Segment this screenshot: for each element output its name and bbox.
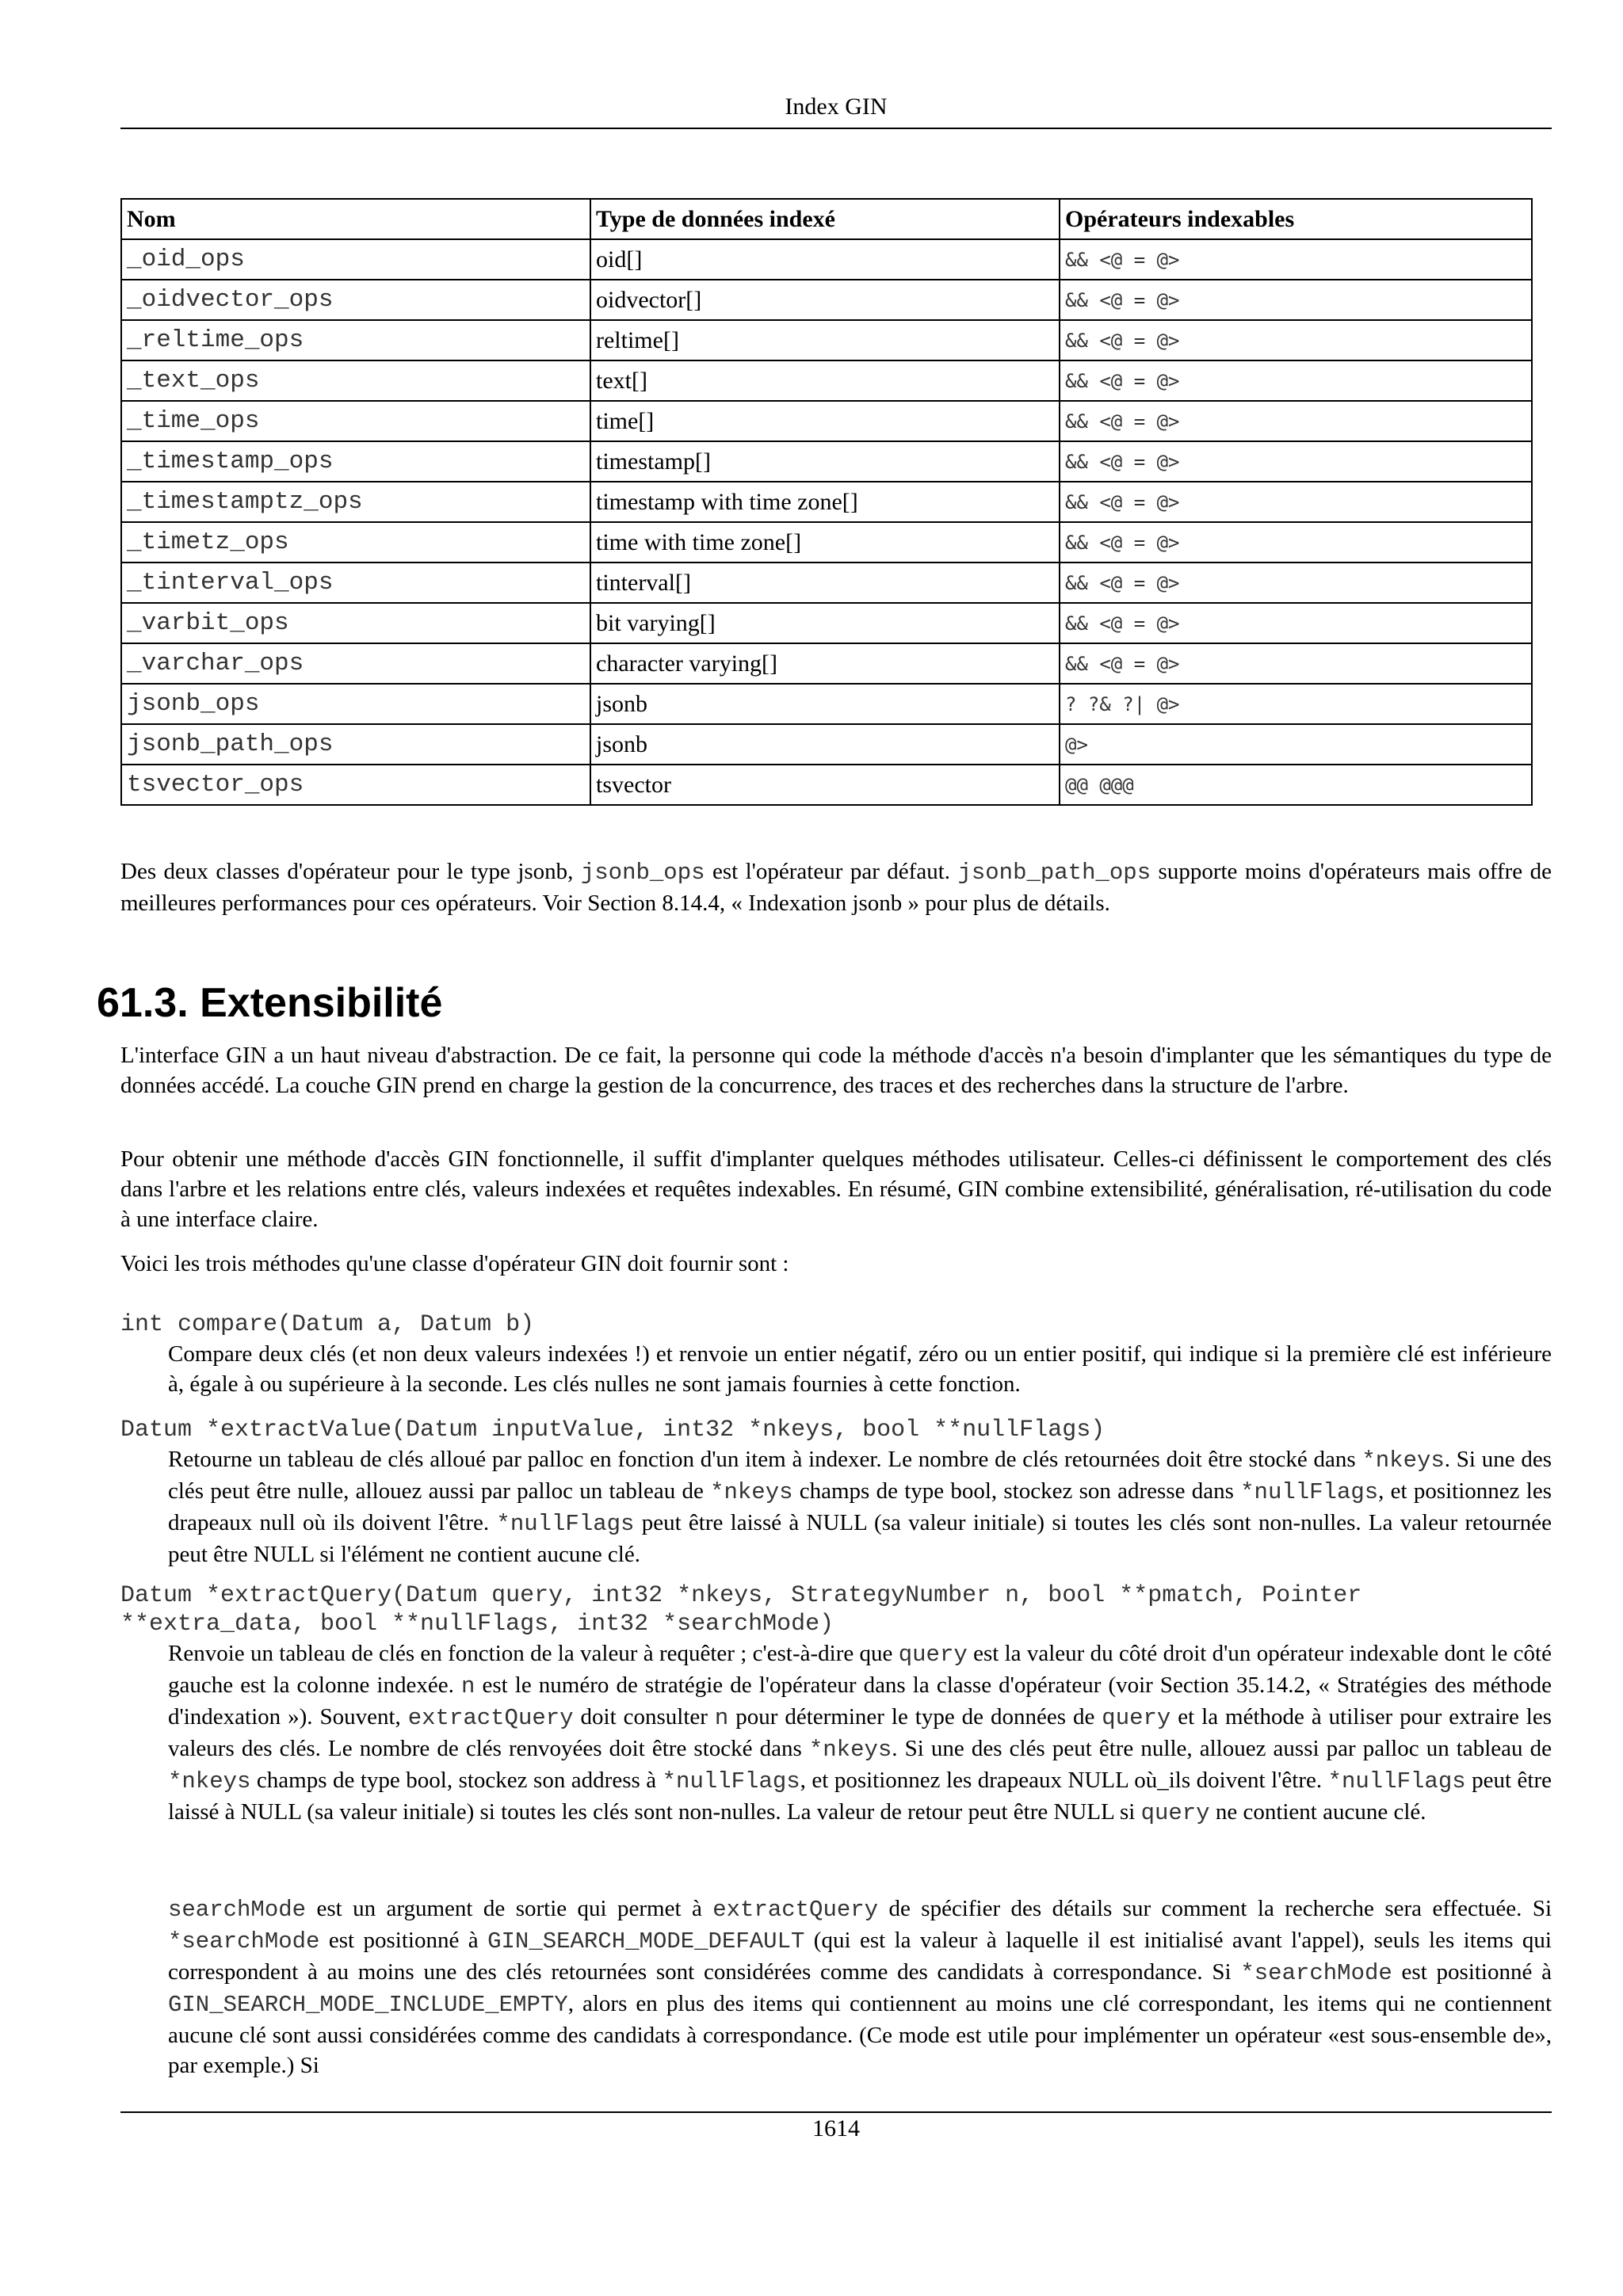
code-query: query — [1140, 1800, 1210, 1826]
opclass-name: _oid_ops — [121, 239, 590, 280]
operator-class-table — [120, 198, 1533, 806]
code-n: n — [460, 1673, 475, 1699]
opclass-name: _varbit_ops — [121, 603, 590, 643]
indexable-operators: && <@ = @> — [1060, 603, 1532, 643]
table-row — [121, 482, 1532, 522]
jsonb-opclass-paragraph — [120, 856, 1552, 918]
table-header-row — [121, 199, 1532, 239]
indexed-type: oidvector[] — [590, 280, 1060, 320]
text: (qui est la valeur à laquelle il est initialisé avant l'appel), seuls les items qui correspondent à au moins une des clés retournées sont considérées comme des candidats à correspondance. Si — [168, 1928, 1552, 1985]
indexed-type: timestamp with time zone[] — [590, 482, 1060, 522]
compare-description: Compare deux clés (et non deux valeurs indexées !) et renvoie un entier négatif, zéro ou un entier positif, qui indique si la première clé est inférieure à, égale à ou supérieure à la seconde. Les clés nulles ne sont jamais fournies à cette fonction. — [168, 1341, 1552, 1397]
code-n: n — [714, 1705, 729, 1731]
text: de spécifier des détails sur comment la recherche sera effectuée. Si — [878, 1896, 1552, 1921]
table-row — [121, 441, 1532, 482]
column-header-operateurs: Opérateurs indexables — [1060, 199, 1532, 239]
running-header: Index GIN — [785, 93, 888, 120]
table-row — [121, 603, 1532, 643]
code-extractquery: extractQuery — [712, 1897, 879, 1923]
opclass-name: _text_ops — [121, 360, 590, 401]
indexable-operators: && <@ = @> — [1060, 280, 1532, 320]
code-nkeys: *nkeys — [1361, 1447, 1445, 1474]
indexed-type: jsonb — [590, 684, 1060, 724]
text: est la valeur du côté droit d'un opérateur indexable dont le côté gauche est la colonne indexée. — [168, 1641, 1552, 1698]
opclass-name: _reltime_ops — [121, 320, 590, 360]
opclass-name: _time_ops — [121, 401, 590, 441]
extractvalue-description — [168, 1444, 1552, 1569]
extractvalue-signature: Datum *extractValue(Datum inputValue, int32 *nkeys, bool **nullFlags) — [120, 1417, 1106, 1444]
table-row — [121, 724, 1532, 765]
table-row — [121, 563, 1532, 603]
opclass-name: _tinterval_ops — [121, 563, 590, 603]
text: doit consulter — [573, 1704, 715, 1730]
text: Renvoie un tableau de clés en fonction de la valeur à requêter ; c'est-à-dire que — [168, 1641, 899, 1666]
extractquery-signature — [120, 1581, 1552, 1638]
code-searchmode: *searchMode — [168, 1928, 320, 1955]
opclass-name: _oidvector_ops — [121, 280, 590, 320]
section-title: 61.3. Extensibilité — [97, 980, 443, 1026]
code-gin-search-mode-default: GIN_SEARCH_MODE_DEFAULT — [487, 1928, 805, 1955]
section-paragraph-2: Pour obtenir une méthode d'accès GIN fonctionnelle, il suffit d'implanter quelques méthodes utilisateur. Celles-ci définissent le comportement des clés dans l'arbre et les relations entre clés, valeurs indexées et requêtes indexables. En résumé, GIN combine extensibilité, généralisation, ré-utilisation du code à une interface claire. — [120, 1146, 1552, 1232]
indexed-type: tinterval[] — [590, 563, 1060, 603]
indexed-type: oid[] — [590, 239, 1060, 280]
signature-line-2: **extra_data, bool **nullFlags, int32 *searchMode) — [120, 1611, 834, 1638]
opclass-name: _timetz_ops — [121, 522, 590, 563]
opclass-name: _varchar_ops — [121, 643, 590, 684]
indexed-type: tsvector — [590, 765, 1060, 805]
code-jsonb-ops: jsonb_ops — [580, 860, 705, 886]
table-row — [121, 280, 1532, 320]
table-row — [121, 684, 1532, 724]
opclass-name: _timestamptz_ops — [121, 482, 590, 522]
indexable-operators: && <@ = @> — [1060, 522, 1532, 563]
opclass-name: tsvector_ops — [121, 765, 590, 805]
text: , alors en plus des items qui contiennent au moins une clé correspondant, les items qui ne contiennent aucune clé sont aussi considérées comme des candidats à correspondance. (Ce mode est utile pour implémenter un opérateur «est sous-ensemble de», par exemple.) Si — [168, 1991, 1552, 2078]
indexed-type: text[] — [590, 360, 1060, 401]
table-row — [121, 360, 1532, 401]
indexed-type: timestamp[] — [590, 441, 1060, 482]
text: est le numéro de stratégie de l'opérateur dans la classe d'opérateur (voir Section 35.14.2, « Stratégies des méthode d'indexation »). Souvent, — [168, 1672, 1552, 1730]
footer-rule — [120, 2111, 1552, 2113]
opclass-name: jsonb_path_ops — [121, 724, 590, 765]
text: est un argument de sortie qui permet à — [306, 1896, 713, 1921]
indexable-operators: && <@ = @> — [1060, 239, 1532, 280]
indexable-operators: @@ @@@ — [1060, 765, 1532, 805]
indexed-type: reltime[] — [590, 320, 1060, 360]
text: et la méthode à utiliser pour extraire les valeurs des clés. Le nombre de clés renvoyées doit être stocké dans — [168, 1704, 1552, 1761]
section-paragraph-3: Voici les trois méthodes qu'une classe d'opérateur GIN doit fournir sont : — [120, 1251, 789, 1276]
code-gin-search-mode-include-empty: GIN_SEARCH_MODE_INCLUDE_EMPTY — [168, 1992, 568, 2018]
code-nullflags: *nullFlags — [1240, 1479, 1379, 1505]
text: Des deux classes d'opérateur pour le type jsonb, — [120, 859, 581, 884]
opclass-name: _timestamp_ops — [121, 441, 590, 482]
text: . Si une des clés peut être nulle, allouez aussi par palloc un tableau de — [168, 1447, 1552, 1504]
column-header-type: Type de données indexé — [590, 199, 1060, 239]
table-row — [121, 401, 1532, 441]
section-paragraph-1: L'interface GIN a un haut niveau d'abstraction. De ce fait, la personne qui code la méthode d'accès n'a besoin d'implanter que les sémantiques du type de données accédé. La couche GIN prend en charge la gestion de la concurrence, des traces et des recherches dans la structure de l'arbre. — [120, 1043, 1552, 1098]
text: peut être laissé à NULL (sa valeur initiale) si toutes les clés sont non-nulles. La valeur retournée peut être NULL si l'élément ne contient aucune clé. — [168, 1510, 1552, 1567]
indexed-type: bit varying[] — [590, 603, 1060, 643]
indexable-operators: @> — [1060, 724, 1532, 765]
code-nkeys: *nkeys — [808, 1737, 892, 1763]
table-row — [121, 765, 1532, 805]
compare-signature: int compare(Datum a, Datum b) — [120, 1311, 535, 1338]
code-query: query — [1102, 1705, 1171, 1731]
indexable-operators: && <@ = @> — [1060, 643, 1532, 684]
indexable-operators: ? ?& ?| @> — [1060, 684, 1532, 724]
indexable-operators: && <@ = @> — [1060, 482, 1532, 522]
code-extractquery: extractQuery — [407, 1705, 574, 1731]
indexed-type: time with time zone[] — [590, 522, 1060, 563]
signature-line-1: Datum *extractQuery(Datum query, int32 *nkeys, StrategyNumber n, bool **pmatch, Pointer — [120, 1582, 1362, 1609]
code-nullflags: *nullFlags — [496, 1511, 635, 1537]
text: , et positionnez les drapeaux null où ils doivent l'être. — [168, 1478, 1552, 1535]
text: pour déterminer le type de données de — [728, 1704, 1102, 1730]
code-jsonb-path-ops: jsonb_path_ops — [957, 860, 1151, 886]
opclass-name: jsonb_ops — [121, 684, 590, 724]
indexed-type: character varying[] — [590, 643, 1060, 684]
searchmode-description — [168, 1894, 1552, 2081]
text: . Si une des clés peut être nulle, allouez aussi par palloc un tableau de — [892, 1736, 1552, 1761]
text: est positionné à — [319, 1928, 488, 1953]
text: champs de type bool, stockez son adresse dans — [792, 1478, 1241, 1504]
table-row — [121, 320, 1532, 360]
indexable-operators: && <@ = @> — [1060, 320, 1532, 360]
indexable-operators: && <@ = @> — [1060, 563, 1532, 603]
code-searchmode: *searchMode — [1240, 1960, 1392, 1986]
column-header-nom: Nom — [121, 199, 590, 239]
code-nullflags: *nullFlags — [662, 1768, 800, 1794]
indexed-type: time[] — [590, 401, 1060, 441]
header-rule — [120, 128, 1552, 129]
text: ne contient aucune clé. — [1209, 1799, 1426, 1825]
indexable-operators: && <@ = @> — [1060, 401, 1532, 441]
text: Retourne un tableau de clés alloué par palloc en fonction d'un item à indexer. Le nombre de clés retournées doit être stocké dans — [168, 1447, 1362, 1472]
code-searchmode: searchMode — [168, 1897, 307, 1923]
code-query: query — [898, 1642, 968, 1668]
text: est positionné à — [1392, 1959, 1552, 1985]
text: est l'opérateur par défaut. — [705, 859, 958, 884]
code-nkeys: *nkeys — [710, 1479, 793, 1505]
table-row — [121, 522, 1532, 563]
code-nkeys: *nkeys — [168, 1768, 251, 1794]
text: supporte moins d'opérateurs mais offre de meilleures performances pour ces opérateurs. Voir Section 8.14.4, « Indexation jsonb » pour plus de détails. — [120, 859, 1552, 916]
text: , et positionnez les drapeaux NULL où_ils doivent l'être. — [800, 1768, 1328, 1793]
text: champs de type bool, stockez son address à — [250, 1768, 663, 1793]
indexed-type: jsonb — [590, 724, 1060, 765]
indexable-operators: && <@ = @> — [1060, 441, 1532, 482]
code-nullflags: *nullFlags — [1327, 1768, 1466, 1794]
table-row — [121, 239, 1532, 280]
text: peut être laissé à NULL (sa valeur initiale) si toutes les clés sont non-nulles. La valeur de retour peut être NULL si — [168, 1768, 1552, 1825]
table-row — [121, 643, 1532, 684]
page-number: 1614 — [812, 2115, 860, 2142]
indexable-operators: && <@ = @> — [1060, 360, 1532, 401]
extractquery-description — [168, 1638, 1552, 1829]
